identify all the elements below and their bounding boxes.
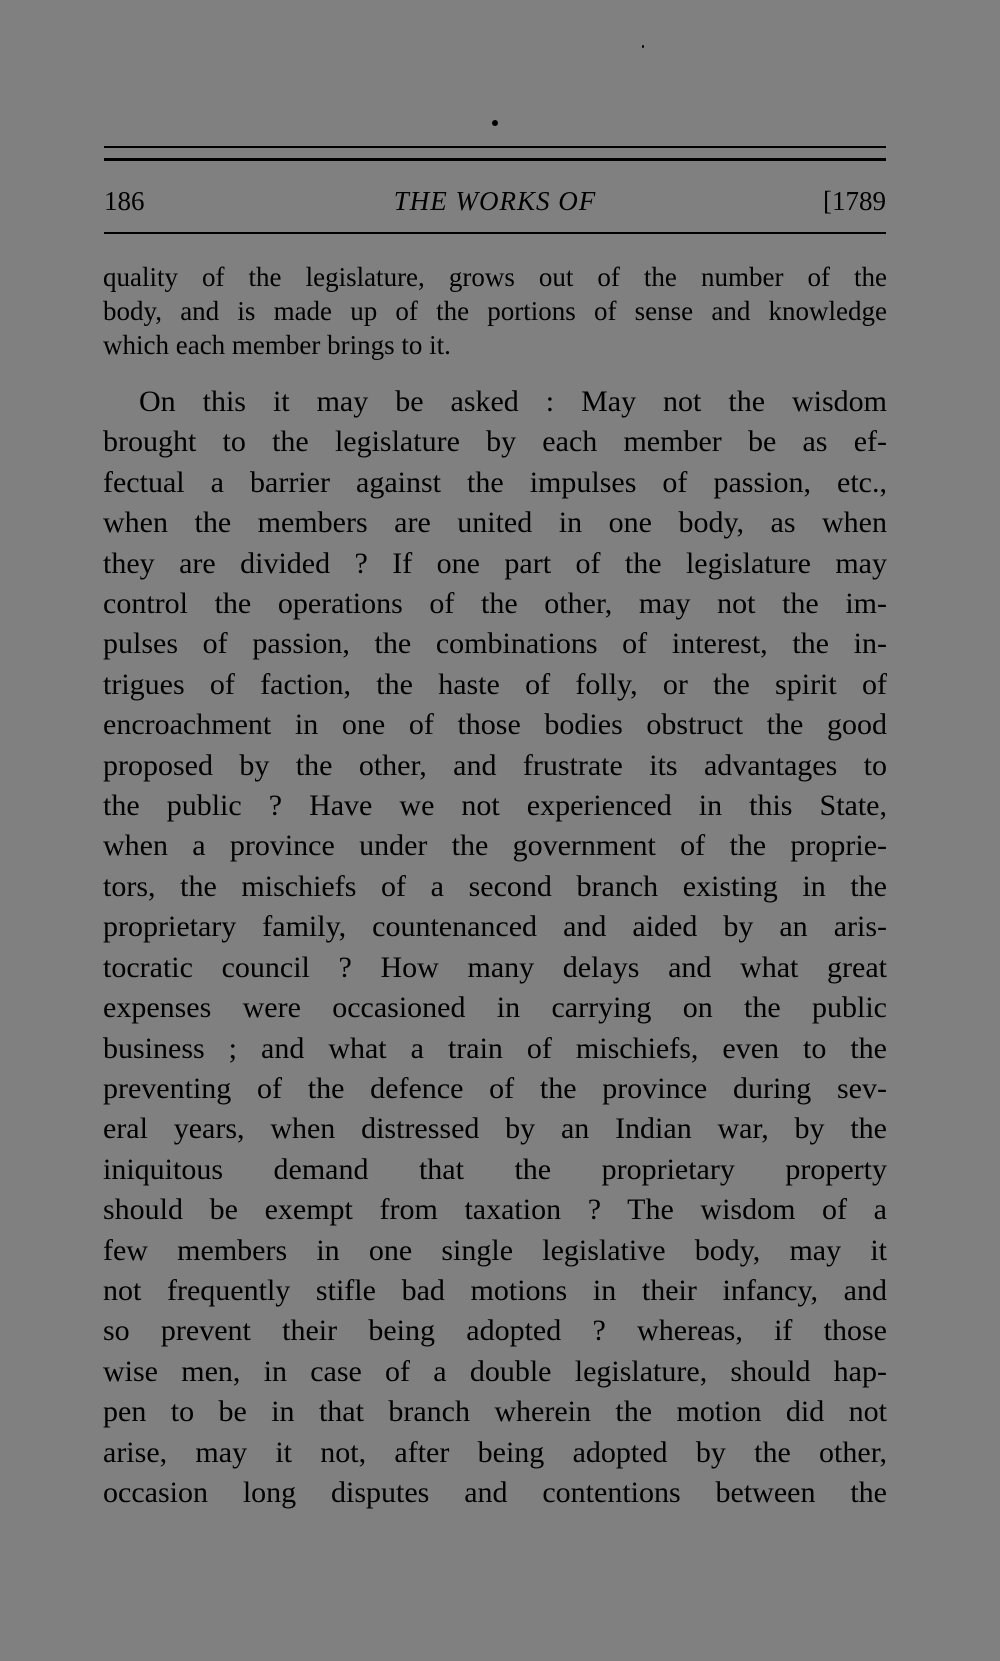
text-line: tors, the mischiefs of a second branch existing in the [103, 869, 887, 903]
text-line: expenses were occasioned in carrying on the public [103, 991, 887, 1025]
text-line: wise men, in case of a double legislature, should hap- [103, 1354, 887, 1388]
page-speck [492, 120, 498, 126]
text-line: pen to be in that branch wherein the motion did not [103, 1395, 887, 1429]
text-line: brought to the legislature by each member be as ef- [103, 425, 887, 459]
header-rule-top [104, 146, 886, 148]
text-line: fectual a barrier against the impulses of passion, etc., [103, 465, 887, 499]
body-paragraph [103, 382, 887, 1513]
text-line: control the operations of the other, may not the im- [103, 587, 887, 621]
page-number: 186 [104, 186, 145, 216]
page-speck [642, 45, 644, 48]
text-line: business ; and what a train of mischiefs, even to the [103, 1031, 887, 1065]
continued-paragraph [103, 260, 887, 362]
running-title: THE WORKS OF [393, 186, 597, 216]
text-line: the public ? Have we not experienced in this State, [103, 789, 887, 823]
text-line: when a province under the government of the proprie- [103, 829, 887, 863]
header-rule-bottom [104, 232, 886, 234]
text-line: trigues of faction, the haste of folly, or the spirit of [103, 667, 887, 701]
text-line: proposed by the other, and frustrate its advantages to [103, 748, 887, 782]
text-line: tocratic council ? How many delays and what great [103, 950, 887, 984]
text-line: when the members are united in one body, as when [103, 506, 887, 540]
text-line: pulses of passion, the combinations of interest, the in- [103, 627, 887, 661]
text-line: which each member brings to it. [103, 330, 451, 360]
text-line: occasion long disputes and contentions between the [103, 1475, 887, 1509]
text-line: iniquitous demand that the proprietary property [103, 1152, 887, 1186]
text-line: preventing of the defence of the province during sev- [103, 1071, 887, 1105]
text-line: should be exempt from taxation ? The wisdom of a [103, 1193, 887, 1227]
text-line: few members in one single legislative body, may it [103, 1233, 887, 1267]
text-line: eral years, when distressed by an Indian war, by the [103, 1112, 887, 1146]
text-line: not frequently stifle bad motions in their infancy, and [103, 1273, 887, 1307]
text-line: body, and is made up of the portions of sense and knowledge [103, 296, 887, 326]
text-line: arise, may it not, after being adopted by the other, [103, 1435, 887, 1469]
text-line: encroachment in one of those bodies obstruct the good [103, 708, 887, 742]
running-header [104, 178, 886, 222]
text-line: quality of the legislature, grows out of the number of the [103, 262, 887, 292]
header-rule-second [104, 158, 886, 161]
text-line: proprietary family, countenanced and aided by an aris- [103, 910, 887, 944]
text-line: they are divided ? If one part of the legislature may [103, 546, 887, 580]
text-line: On this it may be asked : May not the wisdom [139, 385, 887, 418]
year-marker: [1789 [823, 186, 886, 216]
text-line: so prevent their being adopted ? whereas, if those [103, 1314, 887, 1348]
